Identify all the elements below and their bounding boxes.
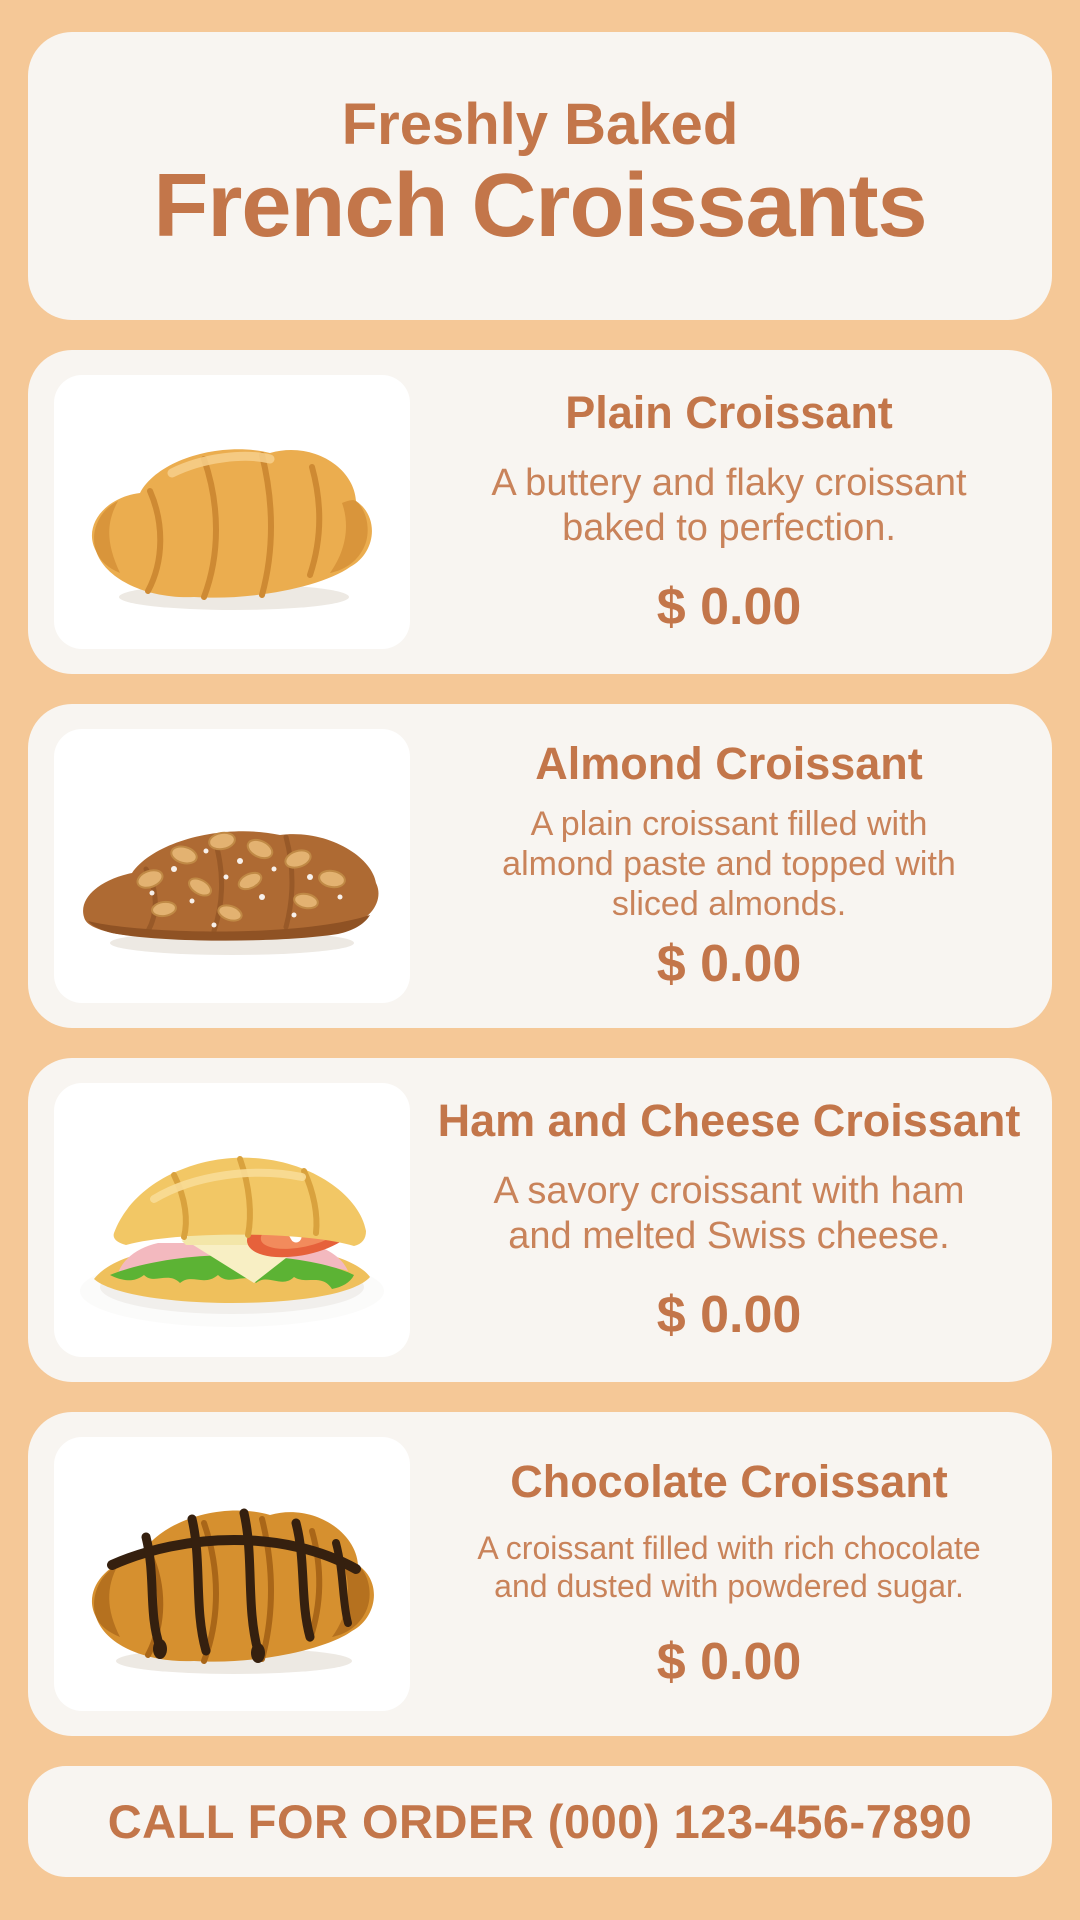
item-price: $ 0.00: [656, 935, 802, 994]
menu-item-almond-croissant: [28, 704, 1052, 1028]
almond-croissant-photo: [54, 729, 410, 1003]
menu-item-ham-and-cheese-croissant: [28, 1058, 1052, 1382]
ham-and-cheese-croissant-photo-tile: [54, 1083, 410, 1357]
item-price: $ 0.00: [656, 1285, 802, 1344]
item-text-block: [410, 1456, 1034, 1692]
item-text-block: [410, 1095, 1034, 1345]
item-text-block: [410, 387, 1034, 637]
item-name: Ham and Cheese Croissant: [437, 1095, 1021, 1147]
item-name: Plain Croissant: [565, 387, 893, 439]
item-price: $ 0.00: [656, 577, 802, 636]
item-name: Almond Croissant: [535, 737, 923, 789]
item-description: A croissant filled with rich chocolate and dusted with powdered sugar.: [477, 1530, 981, 1604]
item-price: $ 0.00: [656, 1632, 802, 1691]
chocolate-croissant-photo: [54, 1437, 410, 1711]
plain-croissant-photo: [54, 375, 410, 649]
almond-croissant-photo-tile: [54, 729, 410, 1003]
header-subtitle: Freshly Baked: [341, 92, 739, 158]
call-to-order-label: CALL FOR ORDER (000) 123-456-7890: [107, 1795, 973, 1848]
call-to-order-bar: [28, 1766, 1052, 1877]
item-description: A savory croissant with ham and melted Swiss cheese.: [493, 1170, 965, 1257]
page-title: French Croissants: [153, 156, 927, 257]
menu-item-chocolate-croissant: [28, 1412, 1052, 1736]
item-description: A buttery and flaky croissant baked to perfection.: [491, 462, 967, 549]
plain-croissant-photo-tile: [54, 375, 410, 649]
item-description: A plain croissant filled with almond paste and topped with sliced almonds.: [502, 804, 956, 924]
item-text-block: [410, 738, 1034, 994]
chocolate-croissant-photo-tile: [54, 1437, 410, 1711]
item-name: Chocolate Croissant: [510, 1456, 948, 1508]
menu-item-plain-croissant: [28, 350, 1052, 674]
ham-and-cheese-croissant-photo: [54, 1083, 410, 1357]
header-card: [28, 32, 1052, 320]
